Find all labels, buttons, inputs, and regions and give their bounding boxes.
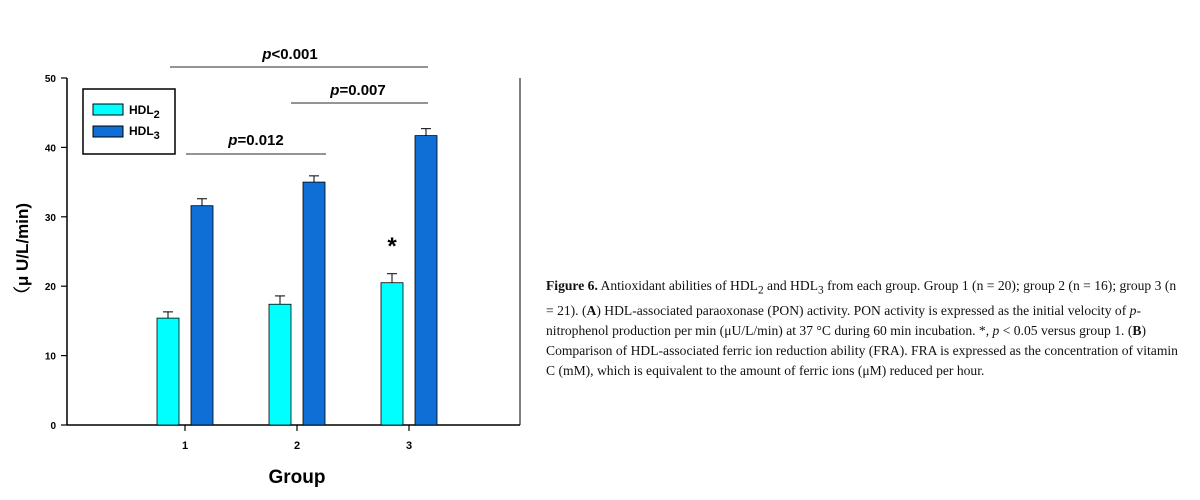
bar-hdl3-group-1 <box>191 206 213 425</box>
caption-text-5: -nitrophenol production per min (μU/L/min) at 37 °C during 60 min incubation. *, <box>546 302 1141 338</box>
bar-hdl2-group-1 <box>157 318 179 425</box>
caption-sub-2: 2 <box>757 284 764 297</box>
x-axis-label: Group <box>268 467 326 488</box>
legend-label-hdl2: HDL2 <box>129 103 160 121</box>
caption-text-6: < 0.05 versus group 1. ( <box>999 322 1133 338</box>
caption-sub-3: 3 <box>818 284 824 297</box>
caption-text-3: from each group. Group 1 (n = 20); group 2 (n = 16); group 3 (n = 21). ( <box>546 278 1177 318</box>
caption-p-italic-1: p <box>1129 302 1137 318</box>
x-tick-label: 2 <box>293 440 301 452</box>
caption-text-2: and HDL <box>767 278 818 293</box>
legend-swatch-hdl2 <box>93 104 123 115</box>
caption-panel-a: A <box>586 302 597 318</box>
significance-star: * <box>387 233 397 260</box>
bar-hdl3-group-3 <box>415 136 437 425</box>
y-axis-label: （μ U/L/min) <box>13 202 32 304</box>
y-tick-label: 0 <box>50 421 56 432</box>
legend-swatch-hdl3 <box>93 126 123 137</box>
x-tick-label: 3 <box>405 440 413 452</box>
figure-caption <box>546 276 1186 381</box>
y-tick-label: 50 <box>44 74 56 85</box>
caption-p-italic-2: p <box>992 322 1000 338</box>
figure-label: Figure 6. <box>546 278 598 293</box>
y-tick-label: 30 <box>44 212 56 224</box>
legend-label-hdl3: HDL3 <box>129 124 160 142</box>
caption-text-4: ) HDL-associated paraoxonase (PON) activity. PON activity is expressed as the initial velocity of <box>596 302 1130 318</box>
y-tick-label: 10 <box>44 351 56 363</box>
bar-hdl2-group-3 <box>381 283 403 425</box>
bar-hdl3-group-2 <box>303 182 325 425</box>
p-overall-text: p<0.001 <box>262 46 318 63</box>
caption-text-7: ) Comparison of HDL-associated ferric ion reduction ability (FRA). FRA is expressed as the concentration of vitamin C (mM), which is equivalent to the amount of ferric ions (μM) reduced per hour. <box>546 322 1178 378</box>
caption-text-1: Antioxidant abilities of HDL <box>600 278 758 293</box>
p-1-2-text: p=0.012 <box>228 132 284 149</box>
bar-chart <box>0 0 540 500</box>
legend <box>83 89 175 154</box>
x-tick-label: 1 <box>181 440 189 452</box>
p-2-3-text: p=0.007 <box>330 82 386 99</box>
bar-hdl2-group-2 <box>269 304 291 425</box>
y-tick-label: 40 <box>44 143 56 155</box>
caption-panel-b: B <box>1132 322 1142 338</box>
y-tick-label: 20 <box>44 282 56 294</box>
